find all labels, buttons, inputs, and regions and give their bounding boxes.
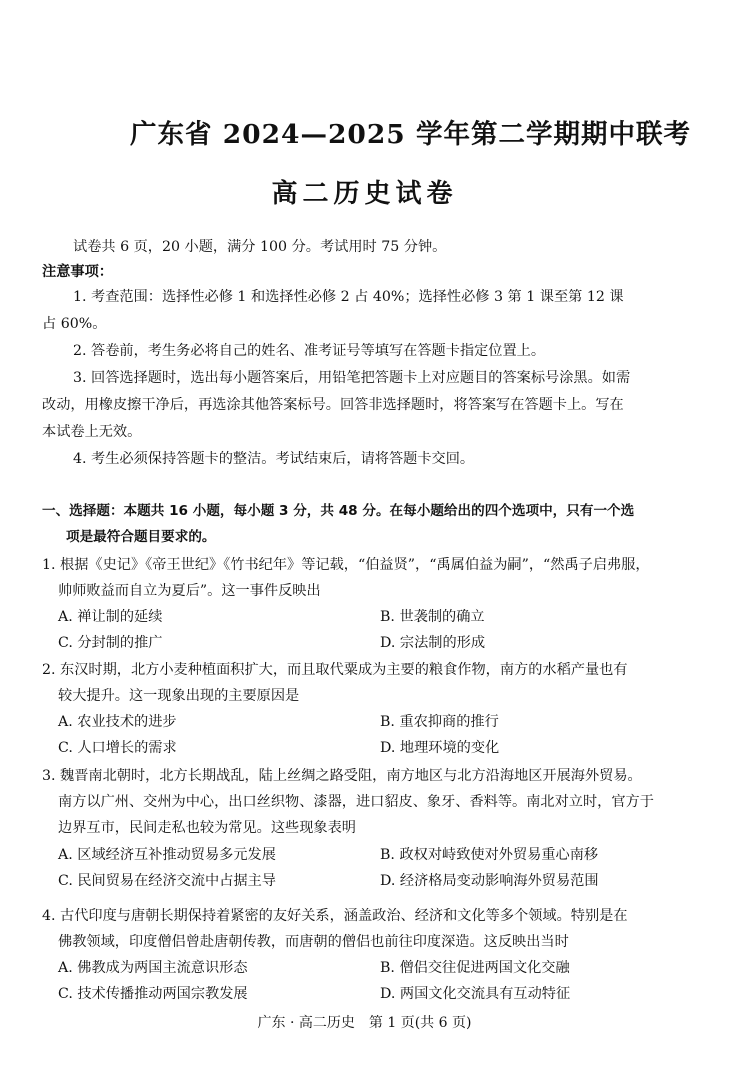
exam-subtitle: 高二历史试卷 — [271, 179, 458, 209]
question-4-option-a: A. 佛教成为两国主流意识形态 — [58, 960, 248, 976]
question-1-option-d: D. 宗法制的形成 — [380, 635, 486, 651]
section-heading: 一、选择题：本题共 16 小题，每小题 3 分，共 48 分。在每小题给出的四个选项中，只有一个选 — [42, 503, 635, 519]
question-4-option-b: B. 僧侣交往促进两国文化交融 — [380, 960, 570, 976]
exam-summary: 试卷共 6 页，20 小题，满分 100 分。考试用时 75 分钟。 — [73, 239, 447, 255]
question-3-stem: 3. 魏晋南北朝时，北方长期战乱，陆上丝绸之路受阻，南方地区与北方沿海地区开展海外贸易。 — [42, 768, 642, 784]
exam-title: 广东省 2024—2025 学年第二学期期中联考 — [130, 119, 691, 150]
question-3-option-a: A. 区域经济互补推动贸易多元发展 — [58, 847, 276, 863]
note-line: 改动，用橡皮擦干净后，再选涂其他答案标号。回答非选择题时，将答案写在答题卡上。写在 — [42, 397, 624, 413]
question-2-stem-cont: 较大提升。这一现象出现的主要原因是 — [58, 688, 300, 704]
question-3-stem-cont: 边界互市，民间走私也较为常见。这些现象表明 — [58, 820, 356, 836]
question-1-option-a: A. 禅让制的延续 — [58, 609, 163, 625]
section-heading-cont: 项是最符合题目要求的。 — [66, 529, 216, 545]
note-line: 2. 答卷前，考生务必将自己的姓名、准考证号等填写在答题卡指定位置上。 — [73, 343, 546, 359]
note-line: 占 60%。 — [42, 316, 107, 332]
question-3-option-b: B. 政权对峙致使对外贸易重心南移 — [380, 847, 599, 863]
note-line: 3. 回答选择题时，选出每小题答案后，用铅笔把答题卡上对应题目的答案标号涂黑。如需 — [73, 370, 631, 386]
question-3-option-c: C. 民间贸易在经济交流中占据主导 — [58, 873, 276, 889]
question-2-option-b: B. 重农抑商的推行 — [380, 714, 499, 730]
question-4-option-c: C. 技术传播推动两国宗教发展 — [58, 986, 248, 1002]
note-line: 本试卷上无效。 — [42, 424, 142, 440]
notes-heading: 注意事项： — [42, 264, 113, 280]
question-1-stem: 1. 根据《史记》《帝王世纪》《竹书纪年》等记载，“伯益贤”，“禹属伯益为嗣”，“然禹子启弗服， — [42, 557, 650, 573]
question-3-stem-cont: 南方以广州、交州为中心，出口丝织物、漆器，进口貂皮、象牙、香料等。南北对立时，官方于 — [58, 794, 654, 810]
note-line: 1. 考查范围：选择性必修 1 和选择性必修 2 占 40%；选择性必修 3 第 1 课至第 12 课 — [73, 289, 624, 305]
question-4-option-d: D. 两国文化交流具有互动特征 — [380, 986, 571, 1002]
question-2-option-a: A. 农业技术的进步 — [58, 714, 177, 730]
question-1-option-b: B. 世袭制的确立 — [380, 609, 485, 625]
page-footer: 广东 · 高二历史 第 1 页(共 6 页) — [257, 1015, 472, 1031]
note-line: 4. 考生必须保持答题卡的整洁。考试结束后，请将答题卡交回。 — [73, 451, 475, 467]
question-2-option-c: C. 人口增长的需求 — [58, 740, 177, 756]
question-4-stem: 4. 古代印度与唐朝长期保持着紧密的友好关系，涵盖政治、经济和文化等多个领域。特别是在 — [42, 908, 628, 924]
question-3-option-d: D. 经济格局变动影响海外贸易范围 — [380, 873, 599, 889]
question-4-stem-cont: 佛教领域，印度僧侣曾赴唐朝传教，而唐朝的僧侣也前往印度深造。这反映出当时 — [58, 934, 569, 950]
question-1-option-c: C. 分封制的推广 — [58, 635, 163, 651]
question-2-stem: 2. 东汉时期，北方小麦种植面积扩大，而且取代粟成为主要的粮食作物，南方的水稻产量也有 — [42, 662, 628, 678]
question-2-option-d: D. 地理环境的变化 — [380, 740, 500, 756]
question-1-stem-cont: 帅师败益而自立为夏后”。这一事件反映出 — [58, 583, 321, 599]
